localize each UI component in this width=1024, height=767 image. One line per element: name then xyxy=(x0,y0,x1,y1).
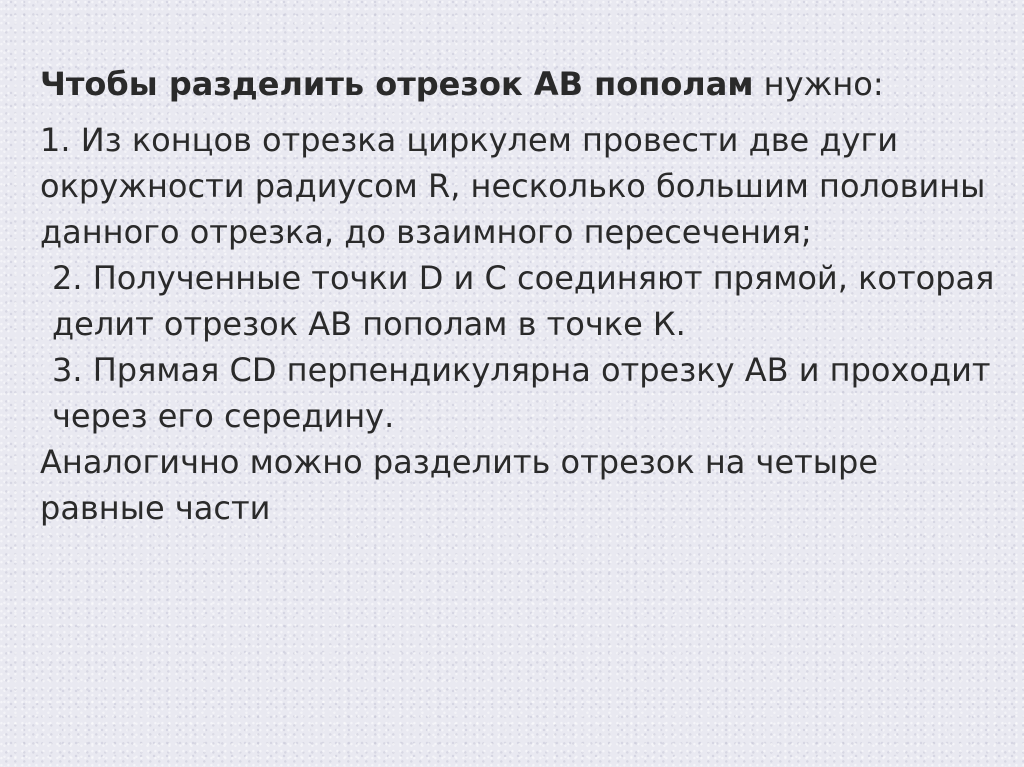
closing-text: Аналогично можно разделить отрезок на четыре равные части xyxy=(40,443,879,528)
slide-content xyxy=(40,62,1000,532)
slide-heading xyxy=(40,62,1000,107)
heading-bold: Чтобы разделить отрезок АВ пополам xyxy=(40,65,754,103)
step-1: 1. Из концов отрезка циркулем провести две дуги окружности радиусом R, несколько большим половины данного отрезка, до взаимного пересечения; xyxy=(40,120,986,251)
step-3: 3. Прямая CD перпендикулярна отрезку АВ и проходит через его середину. xyxy=(52,351,991,436)
step-2: 2. Полученные точки D и С соединяют прямой, которая делит отрезок АВ пополам в точке К. xyxy=(52,259,995,344)
heading-normal: нужно: xyxy=(753,65,884,103)
